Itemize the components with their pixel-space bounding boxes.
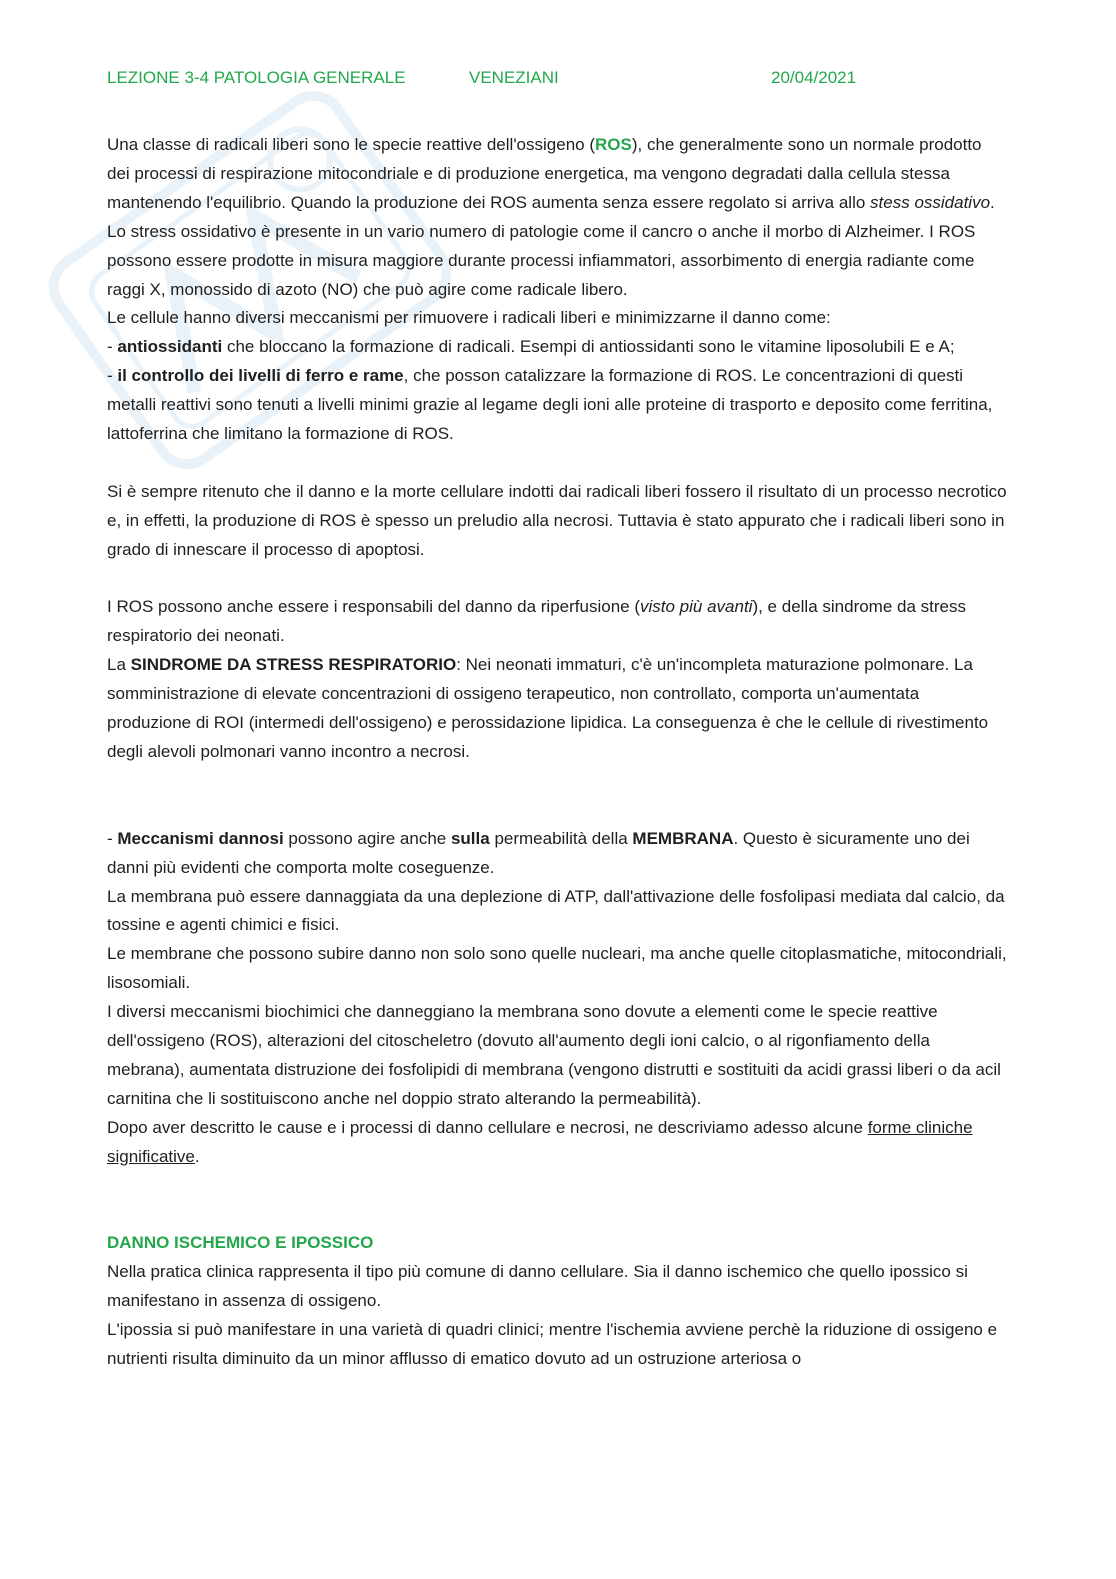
paragraph-biochemical: I diversi meccanismi biochimici che danneggiano la membrana sono dovute a elementi come le specie reattive dell'ossigeno (ROS), alterazioni del citoscheletro (dovuto all'aumento degli ioni calcio, o al rigonfiamento della mebrana), aumentata distruzione dei fosfolipidi di membrana (vengono distrutti e sostituiti da acidi grassi liberi o da acil carnitina che li sostituiscono anche nel doppio strato alterando la permeabilità). (107, 1002, 1001, 1108)
paragraph-membrane-damage: La membrana può essere dannaggiata da una deplezione di ATP, dall'attivazione delle fosfolipasi mediata dal calcio, da tossine e agenti chimici e fisici. (107, 886, 1005, 935)
header-title: LEZIONE 3-4 PATOLOGIA GENERALE (107, 68, 406, 87)
paragraph-respiratory-syndrome: La SINDROME DA STRESS RESPIRATORIO: Nei neonati immaturi, c'è un'incompleta maturazione polmonare. La somministrazione di elevate concentrazioni di ossigeno terapeutico, non controllato, comporta un'aumentata produzione di ROI (intermedi dell'ossigeno) e perossidazione lipidica. La conseguenza è che le cellule di rivestimento degli alevoli polmonari vanno incontro a necrosi. (107, 655, 989, 761)
list-item-antioxidants: - antiossidanti che bloccano la formazione di radicali. Esempi di antiossidanti sono le vitamine liposolubili E e A; (107, 337, 955, 357)
clinical-forms-underlined: forme cliniche significative (107, 1117, 973, 1166)
ros-term: ROS (595, 135, 632, 154)
paragraph-mechanisms: Le cellule hanno diversi meccanismi per rimuovere i radicali liberi e minimizzarne il danno come: (107, 308, 831, 328)
paragraph-necrosis: Si è sempre ritenuto che il danno e la morte cellulare indotti dai radicali liberi fossero il risultato di un processo necrotico e, in effetti, la produzione di ROS è spesso un preludio alla necrosi. Tuttavia è stato appurato che i radicali liberi sono in grado di innescare il processo di apoptosi. (107, 481, 1007, 559)
list-item-iron-copper: - il controllo dei livelli di ferro e rame, che posson catalizzare la formazione di ROS. Le concentrazioni di questi metalli reattivi sono tenuti a livelli minimi grazie al legame degli ioni alle proteine di trasporto e deposito come ferritina, lattoferrina che limitano la formazione di ROS. (107, 366, 993, 444)
document-body (107, 131, 1007, 1374)
paragraph-hypoxia: L'ipossia si può manifestare in una varietà di quadri clinici; mentre l'ischemia avviene perchè la riduzione di ossigeno e nutrienti risulta diminuito da un minor afflusso di ematico dovuto ad un ostruzione arteriosa o (107, 1320, 998, 1368)
paragraph-clinical-forms: Dopo aver descritto le cause e i processi di danno cellulare e necrosi, ne descriviamo adesso alcune forme cliniche significative. (107, 1117, 973, 1166)
page-header (107, 68, 1007, 94)
paragraph-membrane-types: Le membrane che possono subire danno non solo sono quelle nucleari, ma anche quelle citoplasmatiche, mitocondriali, lisosomiali. (107, 944, 1007, 993)
paragraph-ros: Una classe di radicali liberi sono le specie reattive dell'ossigeno (ROS), che generalmente sono un normale prodotto dei processi di respirazione mitocondriale e di produzione energetica, ma vengono degradati dalla cellula stessa mantenendo l'equilibrio. Quando la produzione dei ROS aumenta senza essere regolato si arriva allo stess ossidativo. Lo stress ossidativo è presente in un vario numero di patologie come il cancro o anche il morbo di Alzheimer. I ROS possono essere prodotte in misura maggiore durante processi infiammatori, assorbimento di energia radiante come raggi X, monossido di azoto (NO) che può agire come radicale libero. (107, 135, 995, 299)
paragraph-ischemic-intro: Nella pratica clinica rappresenta il tipo più comune di danno cellulare. Sia il danno ischemico che quello ipossico si manifestano in assenza di ossigeno. (107, 1262, 968, 1311)
paragraph-membrane: - Meccanismi dannosi possono agire anche sulla permeabilità della MEMBRANA. Questo è sicuramente uno dei danni più evidenti che comporta molte coseguenze. (107, 828, 970, 877)
section-title-ischemic: DANNO ISCHEMICO E IPOSSICO (107, 1233, 374, 1253)
header-date: 20/04/2021 (771, 68, 857, 87)
paragraph-reperfusion: I ROS possono anche essere i responsabili del danno da riperfusione (visto più avanti), e della sindrome da stress respiratorio dei neonati. (107, 597, 966, 646)
header-author: VENEZIANI (469, 68, 559, 87)
stress-term: stess ossidativo (870, 192, 991, 212)
